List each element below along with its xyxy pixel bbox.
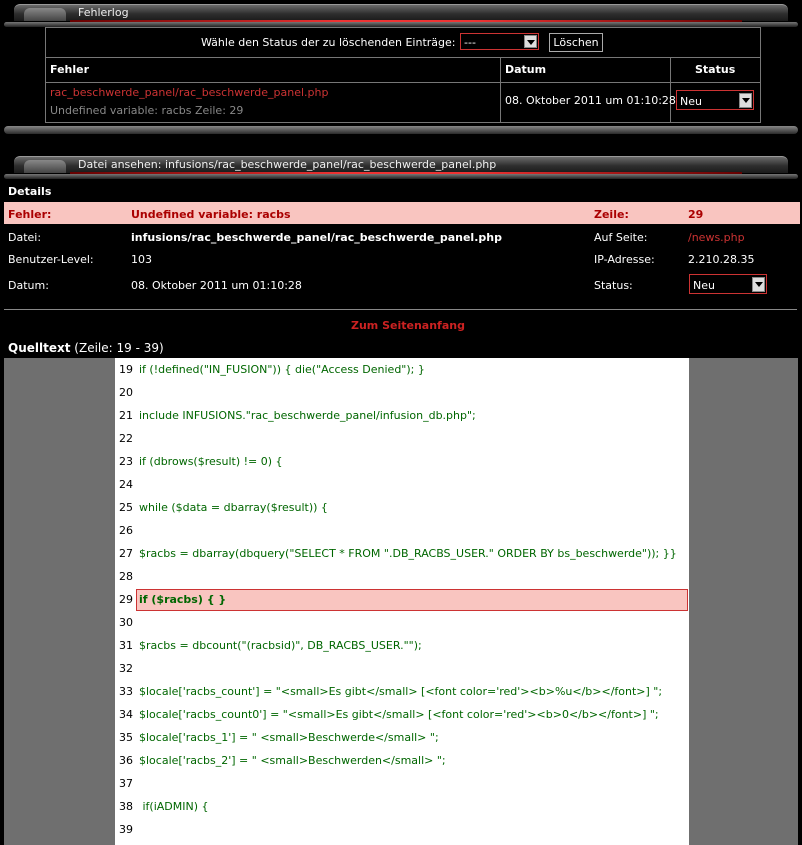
line-number: 30: [119, 616, 133, 629]
datum-label: Datum:: [8, 279, 49, 292]
status-filter-select[interactable]: ---: [460, 33, 539, 50]
line-number: 29: [119, 593, 133, 606]
error-file-link[interactable]: rac_beschwerde_panel/rac_beschwerde_panel.php: [50, 86, 329, 99]
chevron-down-icon: [752, 277, 765, 292]
ip-value: 2.210.28.35: [688, 253, 755, 266]
code-line: $locale['racbs_count'] = "<small>Es gibt</small> [<font color='red'><b>%u</b></font>] ";: [139, 685, 663, 698]
seite-label: Auf Seite:: [594, 231, 648, 244]
line-number: 35: [119, 731, 133, 744]
code-line: $locale['racbs_count0'] = "<small>Es gibt</small> [<font color='red'><b>0</b></font>] ";: [139, 708, 659, 721]
fehlerlog-panel: [45, 27, 761, 123]
line-number: 37: [119, 777, 133, 790]
line-number: 27: [119, 547, 133, 560]
line-number: 23: [119, 455, 133, 468]
datei-title: Datei ansehen: infusions/rac_beschwerde_panel/rac_beschwerde_panel.php: [78, 158, 497, 171]
code-margin-right: [689, 358, 798, 845]
level-label: Benutzer-Level:: [8, 253, 94, 266]
line-number: 21: [119, 409, 133, 422]
filter-row: [46, 28, 760, 58]
top-link[interactable]: Zum Seitenanfang: [351, 319, 465, 332]
line-number: 20: [119, 386, 133, 399]
zeile-value: 29: [688, 208, 704, 221]
code-margin-left: [4, 358, 115, 845]
divider: [4, 126, 798, 134]
seite-link[interactable]: /news.php: [688, 231, 745, 244]
row-status-select[interactable]: Neu: [676, 90, 754, 110]
status-label: Status:: [594, 279, 633, 292]
line-number: 26: [119, 524, 133, 537]
code-line: if(iADMIN) {: [139, 800, 209, 813]
line-number: 38: [119, 800, 133, 813]
datei-value: infusions/rac_beschwerde_panel/rac_beschwerde_panel.php: [131, 231, 502, 244]
line-number: 19: [119, 363, 133, 376]
code-line: include INFUSIONS."rac_beschwerde_panel/infusion_db.php";: [139, 409, 476, 422]
error-date: 08. Oktober 2011 um 01:10:28: [505, 94, 676, 107]
chevron-down-icon: [524, 35, 537, 48]
line-number: 34: [119, 708, 133, 721]
line-number: 22: [119, 432, 133, 445]
code-line: $locale['racbs_1'] = " <small>Beschwerde</small> ";: [139, 731, 439, 744]
details-heading: Details: [8, 185, 52, 198]
code-line: while ($data = dbarray($result)) {: [139, 501, 328, 514]
chevron-down-icon: [739, 93, 752, 108]
ip-label: IP-Adresse:: [594, 253, 655, 266]
datum-value: 08. Oktober 2011 um 01:10:28: [131, 279, 302, 292]
line-number: 32: [119, 662, 133, 675]
col-fehler: Fehler: [50, 63, 90, 76]
col-datum: Datum: [505, 63, 547, 76]
fehler-value: Undefined variable: racbs: [131, 208, 291, 221]
line-number: 33: [119, 685, 133, 698]
fehler-label: Fehler:: [8, 208, 52, 221]
fehlerlog-header: [0, 0, 802, 28]
line-number: 39: [119, 823, 133, 836]
fehlerlog-title: Fehlerlog: [78, 6, 129, 19]
col-status: Status: [695, 63, 736, 76]
error-message: Undefined variable: racbs Zeile: 29: [50, 104, 244, 117]
line-number: 25: [119, 501, 133, 514]
filter-label: Wähle den Status der zu löschenden Einträge:: [201, 36, 456, 49]
level-value: 103: [131, 253, 152, 266]
line-number: 24: [119, 478, 133, 491]
error-detail-row: [4, 202, 800, 224]
code-line: if (!defined("IN_FUSION")) { die("Access Denied"); }: [139, 363, 425, 376]
datei-header: [0, 152, 802, 180]
line-number: 31: [119, 639, 133, 652]
code-line: $locale['racbs_2'] = " <small>Beschwerden</small> ";: [139, 754, 446, 767]
line-number: 28: [119, 570, 133, 583]
quelltext-heading: Quelltext (Zeile: 19 - 39): [8, 341, 164, 355]
code-line: if ($racbs) { }: [139, 593, 227, 606]
divider: [4, 309, 797, 310]
code-line: $racbs = dbcount("(racbsid)", DB_RACBS_USER."");: [139, 639, 422, 652]
zeile-label: Zeile:: [594, 208, 629, 221]
delete-button[interactable]: Löschen: [549, 33, 603, 52]
code-line: $racbs = dbarray(dbquery("SELECT * FROM ".DB_RACBS_USER." ORDER BY bs_beschwerde")); }}: [139, 547, 677, 560]
datei-label: Datei:: [8, 231, 42, 244]
code-line: if (dbrows($result) != 0) {: [139, 455, 283, 468]
line-number: 36: [119, 754, 133, 767]
detail-status-select[interactable]: Neu: [689, 274, 767, 294]
